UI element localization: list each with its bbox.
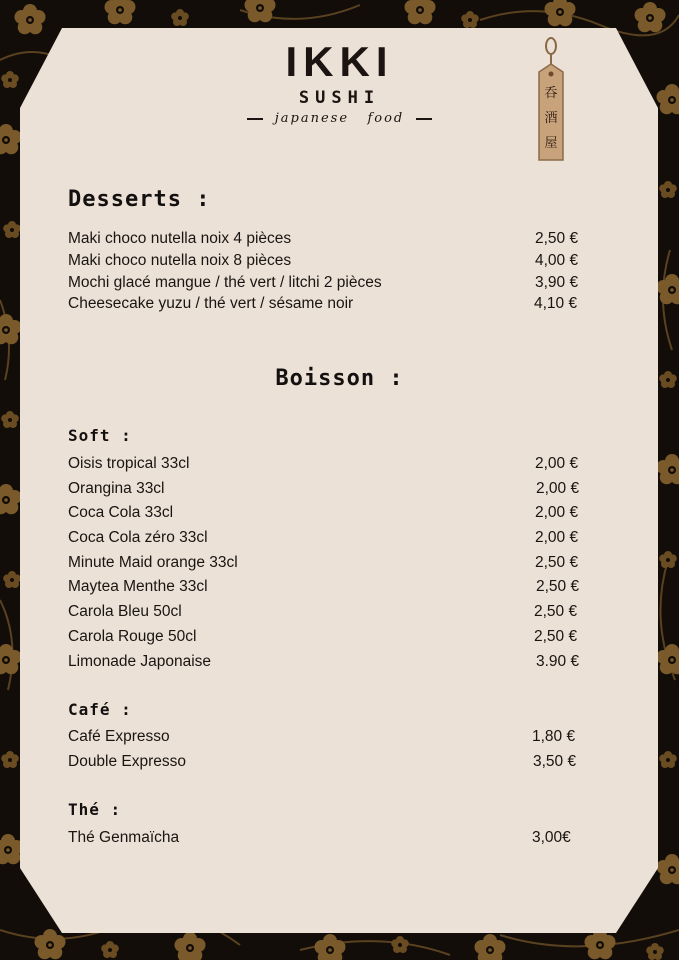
subsection-title-soft: Soft :: [68, 426, 132, 445]
menu-item-price: 4,10 €: [534, 295, 578, 312]
menu-item-price: 2,00 €: [535, 455, 579, 472]
menu-item-price: 3,00€: [532, 829, 571, 846]
menu-item-price: 3,90 €: [535, 274, 579, 291]
menu-item-price: 2,00 €: [535, 529, 579, 546]
menu-item-name: Maytea Menthe 33cl: [68, 578, 208, 595]
menu-item-name: Limonade Japonaise: [68, 653, 212, 670]
sign-char-3: 屋: [544, 136, 558, 151]
menu-item-name: Coca Cola 33cl: [68, 504, 174, 521]
menu-item-price: 2,50 €: [534, 628, 578, 645]
menu-item-name: Café Expresso: [68, 728, 170, 745]
menu-item-price: 2,50 €: [536, 578, 580, 595]
menu-item-price: 2,00 €: [536, 480, 580, 497]
tagline-dash-right: [416, 118, 432, 120]
menu-item-name: Maki choco nutella noix 8 pièces: [68, 252, 292, 269]
menu-item-name: Thé Genmaïcha: [68, 829, 180, 846]
sign-char-1: 呑: [544, 86, 558, 101]
menu-item-price: 3,50 €: [533, 753, 577, 770]
menu-item-price: 3.90 €: [536, 653, 580, 670]
menu-item-price: 2,50 €: [535, 230, 579, 247]
menu-item-name: Minute Maid orange 33cl: [68, 554, 238, 571]
subsection-title-the: Thé :: [68, 800, 122, 819]
menu-item-name: Coca Cola zéro 33cl: [68, 529, 208, 546]
menu-item-price: 2,00 €: [535, 504, 579, 521]
menu-item-price: 2,50 €: [534, 603, 578, 620]
section-title-desserts: Desserts :: [68, 187, 211, 212]
tagline-text: japanese food: [274, 111, 405, 126]
menu-item-name: Cheesecake yuzu / thé vert / sésame noir: [68, 295, 354, 312]
menu-item-price: 4,00 €: [535, 252, 579, 269]
menu-item-name: Carola Bleu 50cl: [68, 603, 182, 620]
brand-tagline: [0, 111, 679, 126]
sign-char-2: 酒: [544, 111, 558, 126]
menu-item-price: 2,50 €: [535, 554, 579, 571]
menu-item-name: Carola Rouge 50cl: [68, 628, 197, 645]
sign-characters: [537, 82, 565, 151]
menu-item-name: Oisis tropical 33cl: [68, 455, 190, 472]
tagline-dash-left: [247, 118, 263, 120]
menu-item-name: Mochi glacé mangue / thé vert / litchi 2 pièces: [68, 274, 382, 291]
menu-item-name: Double Expresso: [68, 753, 187, 770]
subsection-title-cafe: Café :: [68, 700, 132, 719]
menu-item-name: Orangina 33cl: [68, 480, 165, 497]
section-title-boisson: Boisson :: [275, 366, 404, 391]
brand-name: IKKI: [285, 38, 394, 85]
menu-item-name: Maki choco nutella noix 4 pièces: [68, 230, 292, 247]
brand-subtitle: SUSHI: [298, 88, 381, 108]
menu-item-price: 1,80 €: [532, 728, 576, 745]
